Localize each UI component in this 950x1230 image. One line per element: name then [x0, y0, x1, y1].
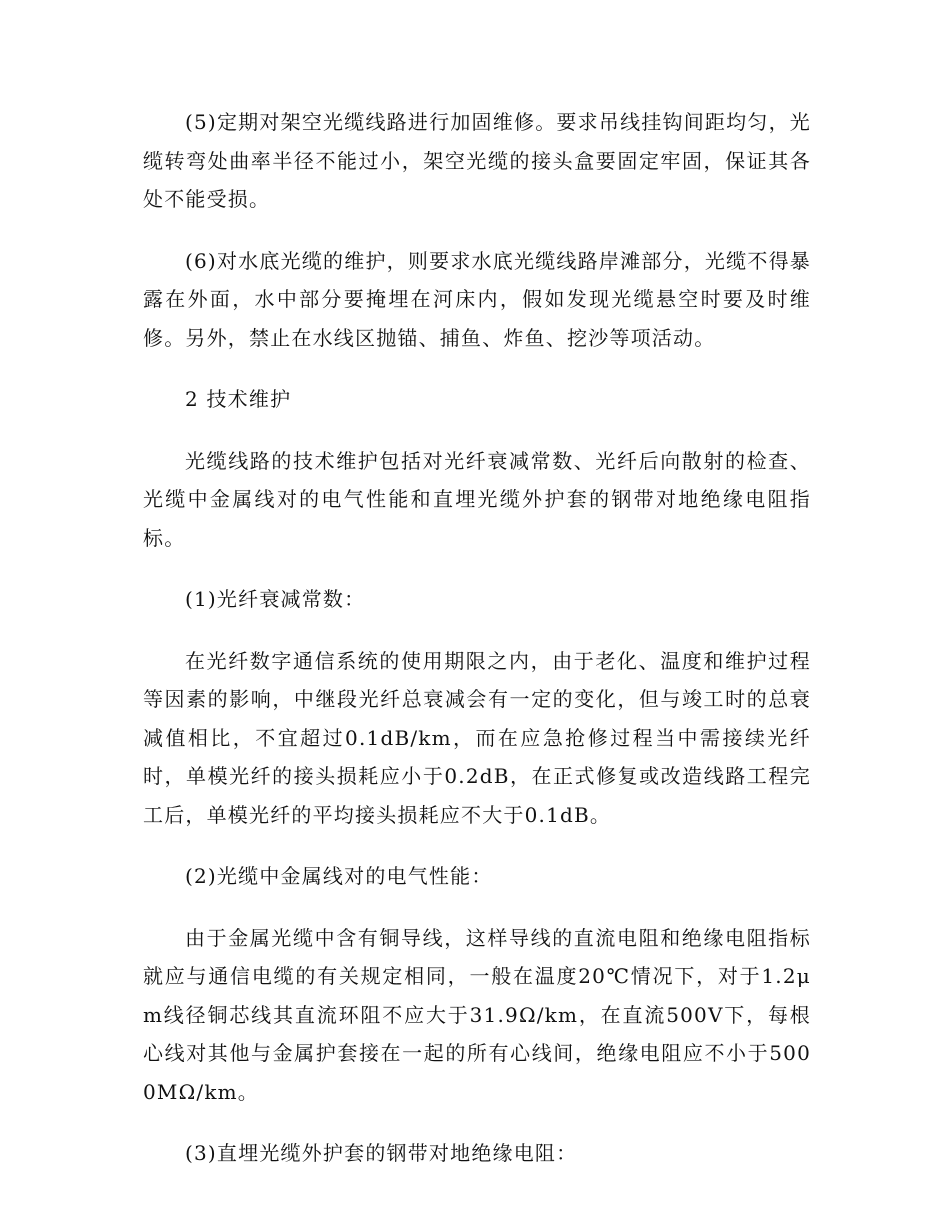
paragraph-fiber-attenuation: 在光纤数字通信系统的使用期限之内，由于老化、温度和维护过程等因素的影响，中继段光纤总衰减会有一定的变化，但与竣工时的总衰减值相比，不宜超过0.1dB/km，而在应急抢修过程当中需接续光纤时，单模光纤的接头损耗应小于0.2dB，在正式修复或改造线路工程完工后，单模光纤的平均接头损耗应不大于0.1dB。 — [143, 648, 811, 827]
paragraph-aerial-cable-maintenance: (5)定期对架空光缆线路进行加固维修。要求吊线挂钩间距均匀，光缆转弯处曲率半径不能过小，架空光缆的接头盒要固定牢固，保证其各处不能受损。 — [143, 110, 811, 211]
document-body — [143, 103, 811, 1196]
section-heading-technical-maintenance: 2 技术维护 — [185, 387, 292, 411]
subheading-sheath-insulation: (3)直埋光缆外护套的钢带对地绝缘电阻： — [185, 1141, 578, 1165]
subheading-metal-pair-electrical: (2)光缆中金属线对的电气性能： — [185, 864, 493, 888]
paragraph-technical-maintenance-intro: 光缆线路的技术维护包括对光纤衰减常数、光纤后向散射的检查、光缆中金属线对的电气性能和直埋光缆外护套的钢带对地绝缘电阻指标。 — [143, 448, 811, 550]
subheading-fiber-attenuation: (1)光纤衰减常数： — [185, 587, 366, 611]
paragraph-metal-pair-electrical: 由于金属光缆中含有铜导线，这样导线的直流电阻和绝缘电阻指标就应与通信电缆的有关规定相同，一般在温度20℃情况下，对于1.2μm线径铜芯线其直流环阻不应大于31.9Ω/km，在直流500V下，每根心线对其他与金属护套接在一起的所有心线间，绝缘电阻应不小于5000MΩ/km。 — [143, 925, 811, 1104]
paragraph-underwater-cable-maintenance: (6)对水底光缆的维护，则要求水底光缆线路岸滩部分，光缆不得暴露在外面，水中部分要掩埋在河床内，假如发现光缆悬空时要及时维修。另外，禁止在水线区抛锚、捕鱼、炸鱼、挖沙等项活动。 — [143, 248, 811, 350]
